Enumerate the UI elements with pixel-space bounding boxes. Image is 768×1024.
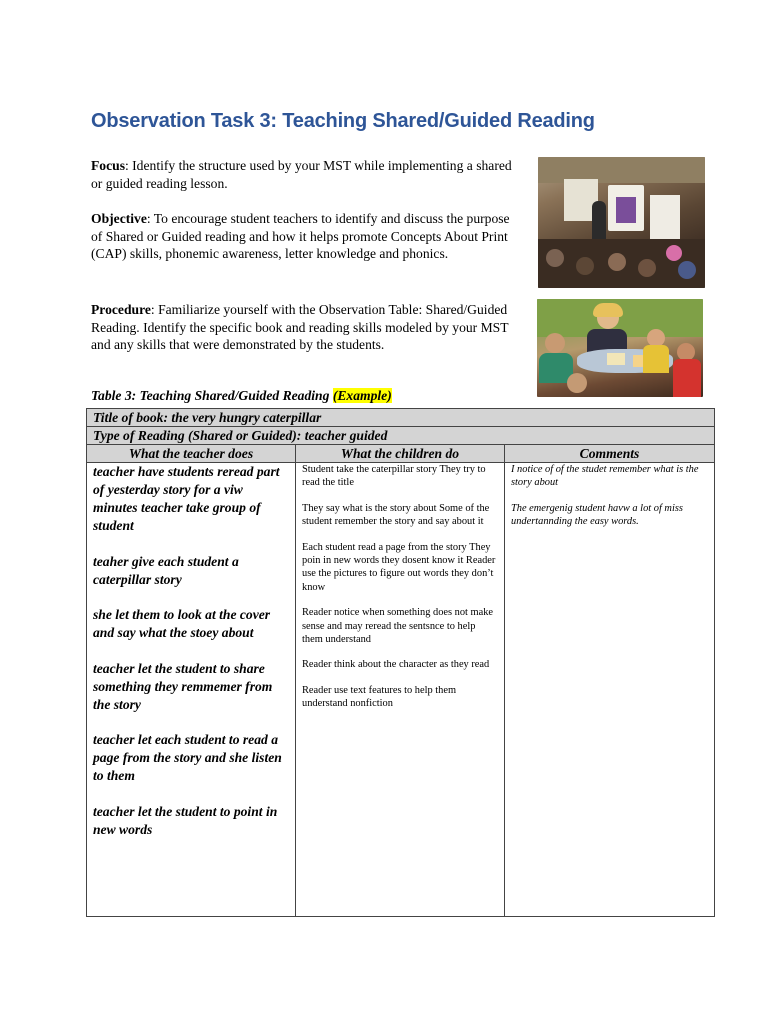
- children-note: Reader notice when something does not make sense and may reread the sentsnce to help them understand: [302, 607, 494, 646]
- column-header-row: [87, 445, 715, 463]
- book-title-row: [87, 409, 715, 427]
- observation-table: [86, 408, 715, 917]
- teacher-note: teaher give each student a caterpillar story: [93, 553, 239, 587]
- reading-type-row: [87, 427, 715, 445]
- procedure-label: Procedure: [91, 302, 151, 317]
- objective-paragraph: [91, 210, 519, 263]
- header-teacher: What the teacher does: [87, 445, 296, 463]
- table-caption: [91, 388, 392, 404]
- teacher-note: she let them to look at the cover and say what the stoey about: [93, 607, 271, 641]
- children-note: Each student read a page from the story They poin in new words they dosent know it Reader use the pictures to figure out words they don’t know: [302, 541, 496, 593]
- objective-text: : To encourage student teachers to identify and discuss the purpose of Shared or Guided reading and how it helps promote Concepts About Print (CAP) skills, phonemic awareness, letter knowledge and phonics.: [91, 211, 510, 262]
- comment-note: I notice of of the studet remember what is the story about: [511, 464, 699, 489]
- caption-text: Table 3: Teaching Shared/Guided Reading: [91, 388, 330, 403]
- procedure-text: : Familiarize yourself with the Observation Table: Shared/Guided Reading. Identify the specific book and reading skills modeled by your MST and any skills that were demonstrated by the students.: [91, 302, 509, 353]
- children-column: [296, 463, 505, 917]
- objective-label: Objective: [91, 211, 147, 226]
- children-note: Student take the caterpillar story They try to read the title: [302, 464, 486, 489]
- comments-column: [505, 463, 715, 917]
- page-title: Observation Task 3: Teaching Shared/Guided Reading: [91, 110, 595, 132]
- book-title-cell: Title of book: the very hungry caterpillar: [87, 409, 715, 427]
- reading-type-cell: Type of Reading (Shared or Guided): teacher guided: [87, 427, 715, 445]
- focus-text: : Identify the structure used by your MST while implementing a shared or guided reading lesson.: [91, 158, 512, 191]
- children-note: They say what is the story about Some of the student remember the story and say about it: [302, 502, 490, 528]
- teacher-note: teacher let the student to point in new words: [93, 803, 278, 837]
- teacher-note: teacher let the student to share something they remmemer from the story: [93, 660, 273, 712]
- focus-label: Focus: [91, 158, 125, 173]
- teacher-note: teacher have students reread part of yesterday story for a viw minutes teacher take group of student: [93, 464, 280, 533]
- comment-note: The emergenig student havw a lot of miss undertannding the easy words.: [511, 502, 683, 528]
- children-note: Reader think about the character as they read: [302, 659, 490, 671]
- teacher-note: teacher let each student to read a page from the story and she listen to them: [93, 732, 282, 784]
- header-children: What the children do: [296, 445, 505, 463]
- example-highlight: (Example): [332, 388, 392, 403]
- procedure-paragraph: [91, 301, 519, 354]
- teacher-column: [87, 463, 296, 917]
- header-comments: Comments: [505, 445, 715, 463]
- observation-body-row: [87, 463, 715, 917]
- classroom-photo: [538, 157, 705, 288]
- children-note: Reader use text features to help them understand nonfiction: [302, 684, 457, 710]
- reading-group-photo: [537, 299, 703, 397]
- focus-paragraph: [91, 157, 519, 192]
